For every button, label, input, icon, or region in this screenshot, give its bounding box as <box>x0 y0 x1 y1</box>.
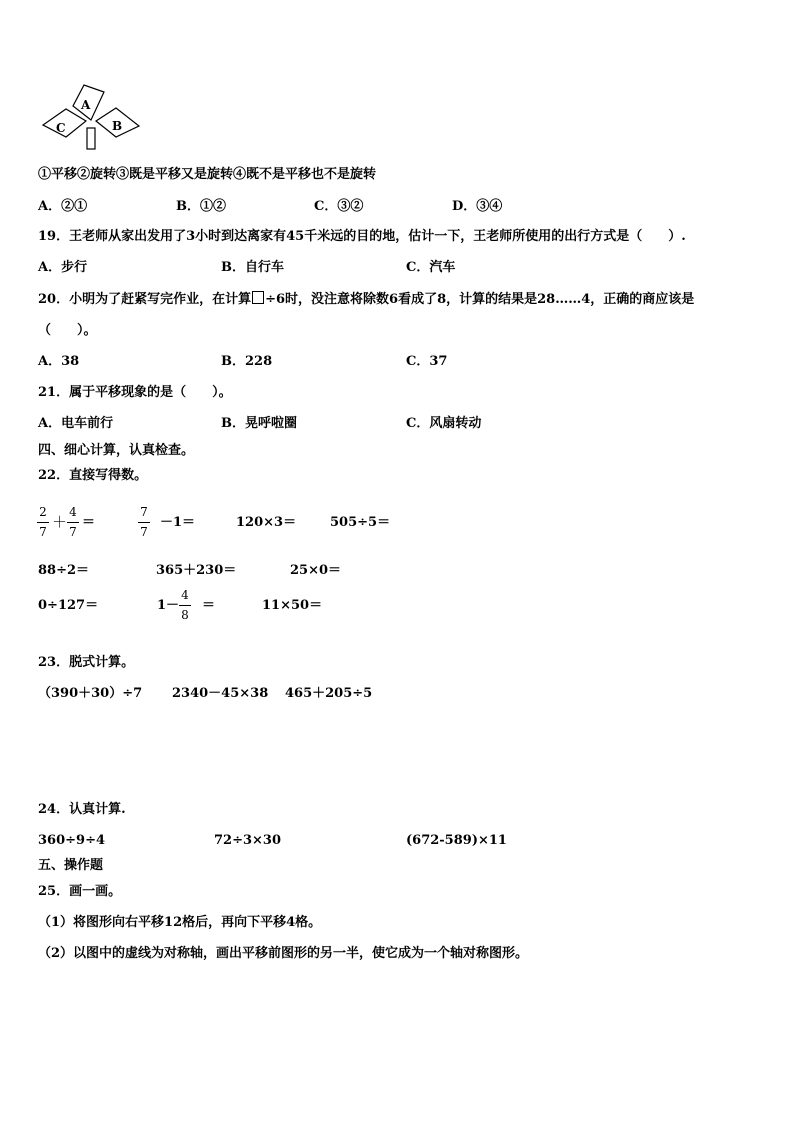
q22-text: 22．直接写得数。 <box>38 468 148 483</box>
q21-text: 21．属于平移现象的是（ ）。 <box>38 385 232 400</box>
q24-item-1: 360÷9÷4 <box>38 833 106 848</box>
denominator: 7 <box>69 525 77 539</box>
q18-option-c[interactable]: C．③② <box>314 199 364 214</box>
denominator: 7 <box>140 525 148 539</box>
q25-part2: （2）以图中的虚线为对称轴，画出平移前图形的另一半，使它成为一个轴对称图形。 <box>38 946 529 961</box>
numerator: 2 <box>39 505 47 519</box>
q19-option-c[interactable]: C．汽车 <box>406 260 456 275</box>
q22-item-11x50: 11×50＝ <box>262 598 323 613</box>
denominator: 8 <box>181 608 189 622</box>
figure-label-a: A <box>81 98 91 112</box>
figure-label-b: B <box>112 119 123 133</box>
q23-item-2: 2340－45×38 <box>172 686 269 701</box>
q21-option-c[interactable]: C．风扇转动 <box>406 416 482 431</box>
q24-item-3: (672-589)×11 <box>406 833 507 848</box>
blank-box-icon <box>252 291 264 304</box>
q22-frac1-a <box>36 506 50 539</box>
numerator: 4 <box>181 588 189 602</box>
figure-stem <box>87 128 95 149</box>
q23-item-3: 465＋205÷5 <box>285 686 373 701</box>
q24-text: 24．认真计算. <box>38 802 126 817</box>
q22-item-88div2: 88÷2＝ <box>38 563 90 578</box>
q20-option-b[interactable]: B．228 <box>221 354 273 369</box>
numerator: 7 <box>140 505 148 519</box>
equals-sign: ＝ <box>202 598 216 613</box>
q18-option-a[interactable]: A．②① <box>38 199 88 214</box>
plus-sign: ＋ <box>52 513 68 531</box>
q18-option-d[interactable]: D．③④ <box>452 199 503 214</box>
q20-option-c[interactable]: C．37 <box>406 354 448 369</box>
equals-sign: ＝ <box>82 515 96 530</box>
q22-item-0div127: 0÷127＝ <box>38 598 99 613</box>
q22-item-120x3: 120×3＝ <box>236 515 297 530</box>
q22-frac3 <box>178 589 192 622</box>
q19-option-b[interactable]: B．自行车 <box>221 260 284 275</box>
q21-option-b[interactable]: B．晃呼啦圈 <box>221 416 297 431</box>
q22-frac2 <box>137 506 151 539</box>
q20-text-before: 20．小明为了赶紧写完作业，在计算 <box>38 292 252 307</box>
q25-text: 25．画一画。 <box>38 884 122 899</box>
q22-frac1-b <box>66 506 80 539</box>
q20-text <box>38 291 694 308</box>
q20-option-a[interactable]: A．38 <box>38 354 80 369</box>
q20-text-after: ÷6时，没注意将除数6看成了8，计算的结果是28……4，正确的商应该是 <box>265 292 695 307</box>
denominator: 7 <box>39 525 47 539</box>
q22-item-505div5: 505÷5＝ <box>330 515 391 530</box>
q22-frac3-lead: 1－ <box>157 598 180 613</box>
q18-option-b[interactable]: B．①② <box>176 199 226 214</box>
fraction-bar <box>67 522 79 523</box>
fraction-bar <box>37 522 49 523</box>
q18-statement: ①平移②旋转③既是平移又是旋转④既不是平移也不是旋转 <box>38 167 377 182</box>
q20-text-line2: （ ）。 <box>38 323 97 338</box>
section5-title: 五、操作题 <box>38 858 104 873</box>
q24-item-2: 72÷3×30 <box>214 833 282 848</box>
figure-label-c: C <box>56 121 66 135</box>
q21-option-a[interactable]: A．电车前行 <box>38 416 114 431</box>
section4-title: 四、细心计算，认真检查。 <box>38 443 195 458</box>
fraction-bar <box>179 605 191 606</box>
q25-part1: （1）将图形向右平移12格后，再向下平移4格。 <box>38 915 322 930</box>
rotation-figure <box>38 82 142 152</box>
numerator: 4 <box>69 505 77 519</box>
fraction-bar <box>138 522 150 523</box>
q19-option-a[interactable]: A．步行 <box>38 260 88 275</box>
q19-text: 19．王老师从家出发用了3小时到达离家有45千米远的目的地，估计一下，王老师所使用的出行方式是（ ）. <box>38 229 686 244</box>
q23-text: 23．脱式计算。 <box>38 655 135 670</box>
q22-item-25x0: 25×0＝ <box>290 563 342 578</box>
q22-item-365plus230: 365＋230＝ <box>156 563 237 578</box>
q22-frac2-rest: －1＝ <box>160 515 196 530</box>
q23-item-1: （390＋30）÷7 <box>38 686 143 701</box>
